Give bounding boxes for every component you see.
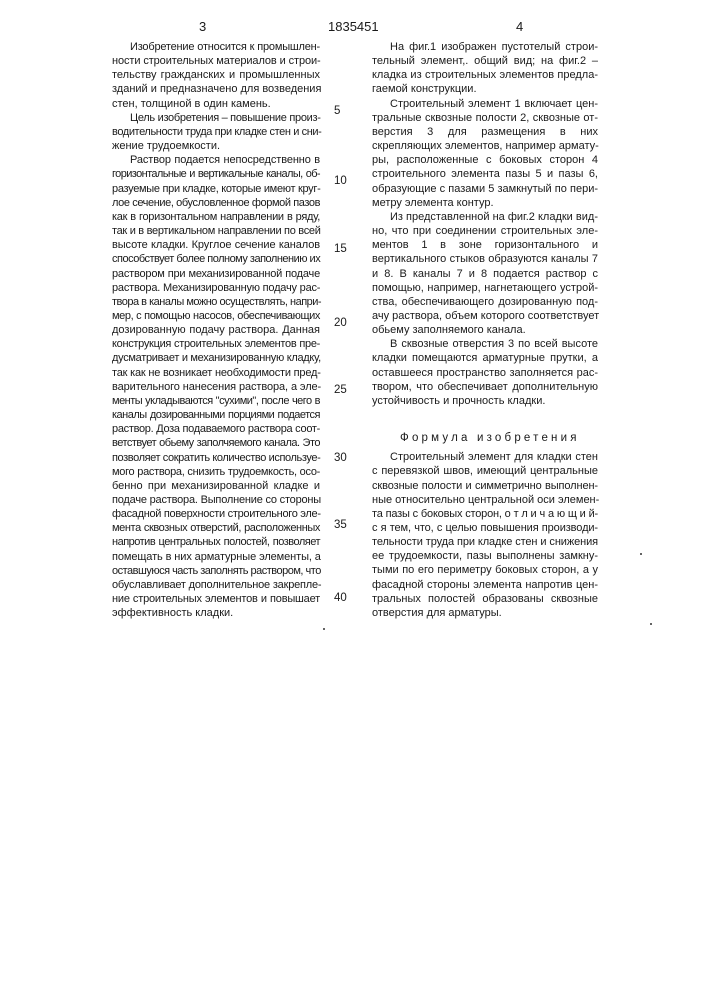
text-line: менты укладываются "сухими", после чего в xyxy=(112,394,320,408)
text-line: вертикального стыков образуются каналы 7 xyxy=(372,252,598,266)
paragraph xyxy=(372,210,598,337)
paragraph xyxy=(372,40,598,97)
text-line: скрепляющих элементов, например армату- xyxy=(372,139,598,153)
left-text-column xyxy=(112,40,320,620)
text-line: тральные сквозные полости 2, сквозные от- xyxy=(372,111,598,125)
line-number: 15 xyxy=(334,242,347,256)
line-number: 35 xyxy=(334,518,347,532)
text-line: каналы дозированными порциями подается xyxy=(112,408,320,422)
text-line: Изобретение относится к промышлен- xyxy=(112,40,320,54)
text-line: кладка из строительных элементов предла- xyxy=(372,68,598,82)
text-line: высоте кладки. Круглое сечение каналов xyxy=(112,238,320,252)
text-line: гаемой конструкции. xyxy=(372,82,598,96)
text-line: конструкция строительных элементов пре- xyxy=(112,337,320,351)
text-line: подаче раствора. Выполнение со стороны xyxy=(112,493,320,507)
paragraph xyxy=(112,40,320,111)
text-line: фасадной поверхности строительного эле- xyxy=(112,507,320,521)
text-line: эффективность кладки. xyxy=(112,606,320,620)
text-line: устойчивость и прочность кладки. xyxy=(372,394,598,408)
text-line: напротив центральных полостей, позволяет xyxy=(112,535,320,549)
text-line: тельности труда при кладке стен и снижения xyxy=(372,535,598,549)
text-line: твором, что обеспечивает дополнительную xyxy=(372,380,598,394)
text-line: варительного нанесения раствора, а эле- xyxy=(112,380,320,394)
line-number: 25 xyxy=(334,383,347,397)
text-line: ментов 1 в зоне горизонтального и xyxy=(372,238,598,252)
text-line: дусматривает и механизированную кладку, xyxy=(112,351,320,365)
text-line: мента сквозных отверстий, расположенных xyxy=(112,521,320,535)
text-line: та пазы с боковых сторон, о т л и ч а ю щ и й- xyxy=(372,507,598,521)
claim-paragraph xyxy=(372,450,598,620)
text-line: строительного элемента пазы 5 и пазы 6, xyxy=(372,167,598,181)
paragraph xyxy=(372,97,598,210)
text-line: тельству гражданских и промышленных xyxy=(112,68,320,82)
text-line: тыми по его периметру боковых сторон, а у xyxy=(372,563,598,577)
text-line: раствор. Доза подаваемого раствора соот- xyxy=(112,422,320,436)
line-number: 30 xyxy=(334,451,347,465)
text-line: ние строительных элементов и повышает xyxy=(112,592,320,606)
text-line: водительности труда при кладке стен и сни- xyxy=(112,125,320,139)
text-line: стен, толщиной в один камень. xyxy=(112,97,320,111)
text-line: фасадной стороны элемента напротив цен- xyxy=(372,578,598,592)
text-line: лое сечение, обусловленное формой пазов xyxy=(112,196,320,210)
line-number-gutter xyxy=(334,0,364,1000)
spacer xyxy=(372,408,598,422)
page-number-left: 3 xyxy=(199,19,206,34)
text-line: раствора. Механизированную подачу рас- xyxy=(112,281,320,295)
line-number: 20 xyxy=(334,316,347,330)
page-number-right: 4 xyxy=(516,19,523,34)
text-line: зданий и предназначено для возведения xyxy=(112,82,320,96)
text-line: ры, расположенные с боковых сторон 4 xyxy=(372,153,598,167)
line-number: 10 xyxy=(334,174,347,188)
text-line: отверстия для арматуры. xyxy=(372,606,598,620)
text-line: Строительный элемент для кладки стен xyxy=(372,450,598,464)
scan-speck xyxy=(650,623,652,625)
text-line: способствует более полному заполнению их xyxy=(112,252,320,266)
text-line: бенно при механизированной кладке и xyxy=(112,479,320,493)
text-line: тральных полостей образованы сквозные xyxy=(372,592,598,606)
text-line: ные относительно центральной оси элемен- xyxy=(372,493,598,507)
text-line: обуславливает дополнительное закрепле- xyxy=(112,578,320,592)
text-line: мер, с помощью насосов, обеспечивающих xyxy=(112,309,320,323)
text-line: разуемые при кладке, которые имеют круг- xyxy=(112,182,320,196)
text-line: кладки помещаются арматурные прутки, а xyxy=(372,351,598,365)
text-line: верстия 3 для размещения в них xyxy=(372,125,598,139)
text-line: обьему заполняемого канала. xyxy=(372,323,598,337)
line-number: 5 xyxy=(334,104,340,118)
text-line: так как не возникает необходимости пред- xyxy=(112,366,320,380)
text-line: ности строительных материалов и строи- xyxy=(112,54,320,68)
claims-heading: Формула изобретения xyxy=(372,422,598,450)
text-line: Раствор подается непосредственно в xyxy=(112,153,320,167)
text-line: дозированную подачу раствора. Данная xyxy=(112,323,320,337)
text-line: В сквозные отверстия 3 по всей высоте xyxy=(372,337,598,351)
text-line: с перевязкой швов, имеющий центральные xyxy=(372,464,598,478)
paragraph xyxy=(112,153,320,620)
text-line: ства, обеспечивающего дозированную под- xyxy=(372,295,598,309)
text-line: как в горизонтальном направлении в ряду, xyxy=(112,210,320,224)
text-line: На фиг.1 изображен пустотелый строи- xyxy=(372,40,598,54)
scan-speck xyxy=(323,628,325,630)
line-number: 40 xyxy=(334,591,347,605)
text-line: тельный элемент,. общий вид; на фиг.2 – xyxy=(372,54,598,68)
text-line: и 8. В каналы 7 и 8 подается раствор с xyxy=(372,267,598,281)
text-line: ачу раствора, объем которого соответствует xyxy=(372,309,598,323)
text-line: ветствует обьему заполчяемого канала. Это xyxy=(112,436,320,450)
text-line: раствором при механизированной подаче xyxy=(112,267,320,281)
right-text-column xyxy=(372,40,598,620)
text-line: позволяет сократить количество используе- xyxy=(112,451,320,465)
text-line: Строительный элемент 1 включает цен- xyxy=(372,97,598,111)
patent-number: 1835451 xyxy=(328,19,379,34)
paragraph xyxy=(372,337,598,408)
text-line: помещать в них арматурные элементы, а xyxy=(112,550,320,564)
text-line: ее трудоемкости, пазы выполнены замкну- xyxy=(372,549,598,563)
paragraph xyxy=(112,111,320,153)
scan-speck xyxy=(640,553,642,555)
text-line: с я тем, что, с целью повышения производи- xyxy=(372,521,598,535)
text-line: Из представленной на фиг.2 кладки вид- xyxy=(372,210,598,224)
text-line: так и в вертикальном направлении по всей xyxy=(112,224,320,238)
text-line: твора в каналы можно осуществлять, напри- xyxy=(112,295,320,309)
text-line: помощью, например, нагнетающего устрой- xyxy=(372,281,598,295)
text-line: жение трудоемкости. xyxy=(112,139,320,153)
text-line: оставшееся пространство заполняется рас- xyxy=(372,366,598,380)
text-line: мого раствора, снизить трудоемкость, осо- xyxy=(112,465,320,479)
text-line: метру элемента контур. xyxy=(372,196,598,210)
text-line: но, что при соединении строительных эле- xyxy=(372,224,598,238)
text-line: оставшуюся часть заполнять раствором, что xyxy=(112,564,320,578)
text-line: образующие с пазами 5 замкнутый по пери- xyxy=(372,182,598,196)
text-line: горизонтальные и вертикальные каналы, об- xyxy=(112,167,320,181)
text-line: Цель изобретения – повышение произ- xyxy=(112,111,320,125)
text-line: сквозные полости и симметрично выполнен- xyxy=(372,479,598,493)
